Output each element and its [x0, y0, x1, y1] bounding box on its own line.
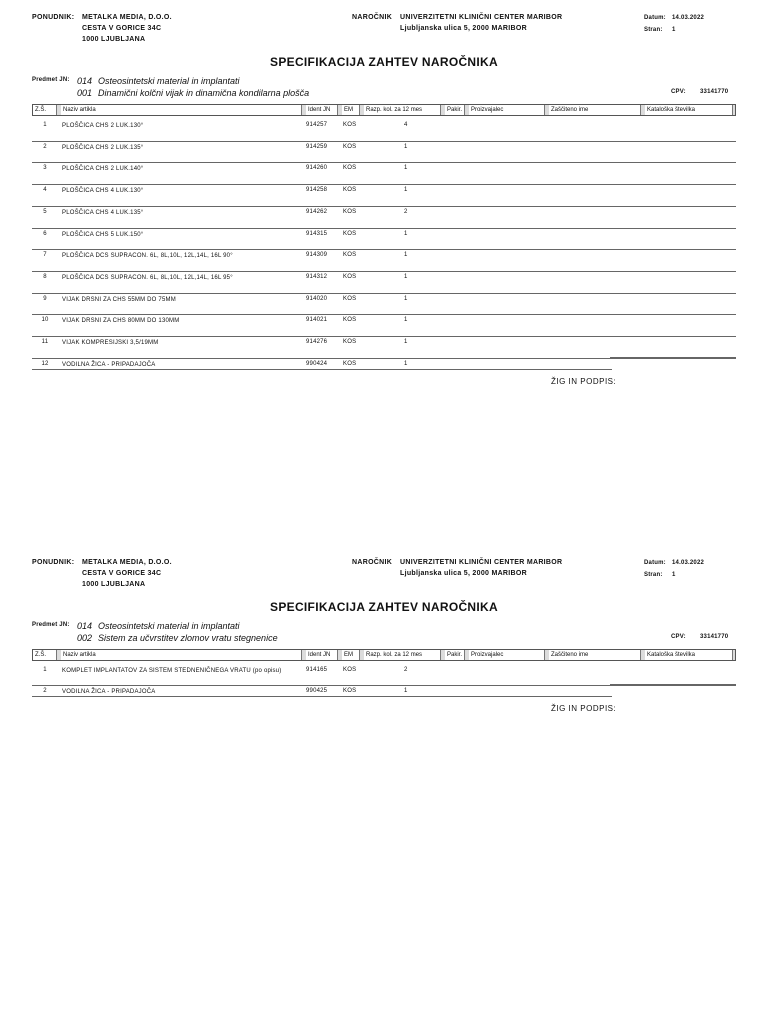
item-unit: KOS [343, 317, 357, 324]
item-ident: 914165 [306, 667, 328, 673]
item-quantity: 1 [404, 688, 408, 694]
row-number: 4 [43, 187, 47, 194]
column-header: Razp. kol. za 12 mes [364, 650, 441, 660]
table-row [32, 252, 736, 272]
table-row [32, 144, 736, 164]
column-header: Z.Š. [33, 105, 57, 115]
item-unit: KOS [343, 252, 357, 259]
cpv-label: CPV: [671, 89, 686, 95]
row-number: 1 [43, 122, 47, 128]
date-label: Datum: [644, 560, 666, 566]
item-quantity: 1 [404, 295, 408, 302]
item-quantity: 1 [404, 143, 408, 150]
date-label: Datum: [644, 15, 666, 21]
column-header: Zaščiteno ime [549, 105, 641, 115]
supplier-line: 1000 LJUBLJANA [82, 36, 146, 43]
row-number: 6 [43, 230, 47, 237]
item-name: VODILNA ŽICA - PRIPADAJOČA [62, 361, 156, 368]
cpv-label: CPV: [671, 634, 686, 640]
column-header: EM [342, 105, 360, 115]
row-divider [32, 228, 736, 229]
table-row [32, 209, 736, 229]
signature-label: ŽIG IN PODPIS: [551, 704, 617, 713]
lot-code: 002 [77, 633, 93, 643]
item-quantity: 1 [404, 230, 408, 237]
item-name: PLOŠČICA DCS SUPRACON. 6L, 8L,10L, 12L,14L, 16L 95° [62, 274, 233, 281]
item-name: VIJAK KOMPRESIJSKI 3,5/19MM [62, 340, 159, 346]
item-quantity: 1 [404, 165, 408, 172]
buyer-name: UNIVERZITETNI KLINIČNI CENTER MARIBOR [400, 14, 563, 21]
buyer-address: Ljubljanska ulica 5, 2000 MARIBOR [400, 25, 527, 32]
item-unit: KOS [343, 208, 357, 215]
item-unit: KOS [343, 360, 357, 367]
item-name: PLOŠČICA CHS 5 LUK.150° [62, 231, 144, 238]
document-title: SPECIFIKACIJA ZAHTEV NAROČNIKA [270, 600, 498, 614]
column-header: Kataloška številka [645, 650, 733, 660]
supplier-line: CESTA V GORICE 34C [82, 25, 162, 32]
subject-code: 014 [77, 621, 93, 631]
item-quantity: 1 [404, 273, 408, 280]
item-name: PLOŠČICA CHS 2 LUK.135° [62, 144, 144, 151]
row-divider [32, 184, 736, 185]
page-value: 1 [672, 572, 676, 578]
buyer-name: UNIVERZITETNI KLINIČNI CENTER MARIBOR [400, 559, 563, 566]
item-ident: 914315 [306, 230, 328, 237]
row-number: 5 [43, 208, 47, 215]
row-divider [32, 369, 612, 370]
buyer-label: NAROČNIK [352, 559, 393, 566]
column-header: Z.Š. [33, 650, 57, 660]
table-row [32, 317, 736, 337]
supplier-line: METALKA MEDIA, D.O.O. [82, 14, 172, 21]
item-unit: KOS [343, 339, 357, 345]
item-name: KOMPLET IMPLANTATOV ZA SISTEM STEDNENIČNEGA VRATU (po opisu) [62, 668, 282, 674]
item-ident: 914309 [306, 252, 328, 259]
item-unit: KOS [343, 688, 357, 694]
table-row [32, 122, 736, 142]
lot-code: 001 [77, 88, 93, 98]
table-row [32, 688, 736, 708]
row-divider [32, 293, 736, 294]
column-header: Ident JN [306, 650, 338, 660]
column-header: Razp. kol. za 12 mes [364, 105, 441, 115]
row-divider [32, 314, 736, 315]
row-divider [32, 141, 736, 142]
page-label: Stran: [644, 27, 663, 33]
table-row [32, 165, 736, 185]
row-divider [32, 336, 736, 337]
item-name: VIJAK DRSNI ZA CHS 55MM DO 75MM [62, 296, 176, 303]
column-header: Pakir. [445, 105, 465, 115]
column-header: Zaščiteno ime [549, 650, 641, 660]
lot-name: Sistem za učvrstitev zlomov vratu stegnenice [98, 633, 278, 643]
item-unit: KOS [343, 295, 357, 302]
item-quantity: 1 [404, 252, 408, 259]
table-row [32, 296, 736, 316]
table-row [32, 274, 736, 294]
page-value: 1 [672, 27, 676, 33]
subject-name: Osteosintetski material in implantati [98, 76, 240, 86]
row-divider [32, 696, 612, 697]
subject-label: Predmet JN: [32, 77, 70, 83]
item-ident: 914259 [306, 143, 328, 150]
item-quantity: 4 [404, 122, 408, 128]
item-ident: 914021 [306, 317, 328, 324]
item-unit: KOS [343, 667, 357, 673]
item-unit: KOS [343, 273, 357, 280]
item-ident: 990424 [306, 360, 328, 367]
item-ident: 914258 [306, 187, 328, 194]
buyer-label: NAROČNIK [352, 14, 393, 21]
item-ident: 914262 [306, 208, 328, 215]
row-number: 11 [41, 339, 49, 345]
supplier-line: METALKA MEDIA, D.O.O. [82, 559, 172, 566]
row-divider [610, 684, 736, 685]
item-name: PLOŠČICA CHS 4 LUK.135° [62, 209, 144, 216]
item-ident: 914276 [306, 339, 328, 345]
lot-name: Dinamični kolčni vijak in dinamična kondilarna plošča [98, 88, 310, 98]
subject-code: 014 [77, 76, 93, 86]
column-header: Naziv artikla [61, 650, 302, 660]
spec-page-2 [0, 545, 768, 875]
item-name: PLOŠČICA DCS SUPRACON. 6L, 8L,10L, 12L,14L, 16L 90° [62, 253, 233, 260]
item-quantity: 1 [404, 360, 408, 367]
row-number: 2 [43, 688, 47, 694]
row-divider [32, 249, 736, 250]
item-quantity: 2 [404, 208, 408, 215]
table-header [32, 104, 736, 116]
item-unit: KOS [343, 230, 357, 237]
table-header [32, 649, 736, 661]
column-header: Pakir. [445, 650, 465, 660]
spec-page-1 [0, 0, 768, 386]
row-number: 3 [43, 165, 47, 172]
item-name: PLOŠČICA CHS 2 LUK.140° [62, 166, 144, 173]
row-divider [32, 685, 736, 686]
column-header: Kataloška številka [645, 105, 733, 115]
table-row [32, 231, 736, 251]
subject-name: Osteosintetski material in implantati [98, 621, 240, 631]
item-quantity: 1 [404, 317, 408, 324]
date-value: 14.03.2022 [672, 560, 705, 566]
signature-label: ŽIG IN PODPIS: [551, 376, 617, 386]
supplier-label: PONUDNIK: [32, 14, 75, 21]
cpv-value: 33141770 [700, 89, 729, 95]
row-divider [610, 357, 736, 358]
row-number: 9 [43, 295, 47, 302]
column-header: Proizvajalec [469, 650, 545, 660]
row-number: 2 [43, 143, 47, 150]
page-label: Stran: [644, 572, 663, 578]
row-number: 12 [41, 360, 49, 367]
row-number: 1 [43, 667, 47, 673]
row-divider [32, 358, 736, 359]
buyer-address: Ljubljanska ulica 5, 2000 MARIBOR [400, 570, 527, 577]
item-ident: 914020 [306, 295, 328, 302]
item-unit: KOS [343, 165, 357, 172]
item-quantity: 1 [404, 339, 408, 345]
column-header: Proizvajalec [469, 105, 545, 115]
document-title: SPECIFIKACIJA ZAHTEV NAROČNIKA [270, 55, 498, 69]
row-divider [32, 271, 736, 272]
column-header: Ident JN [306, 105, 338, 115]
row-number: 7 [43, 252, 47, 259]
supplier-label: PONUDNIK: [32, 559, 75, 566]
item-ident: 990425 [306, 688, 328, 694]
column-header: Naziv artikla [61, 105, 302, 115]
cpv-value: 33141770 [700, 634, 729, 640]
item-ident: 914312 [306, 273, 328, 280]
item-name: PLOŠČICA CHS 2 LUK.130° [62, 123, 144, 129]
item-unit: KOS [343, 122, 357, 128]
row-number: 10 [41, 317, 49, 324]
item-quantity: 1 [404, 187, 408, 194]
table-row [32, 361, 736, 381]
item-unit: KOS [343, 187, 357, 194]
supplier-line: CESTA V GORICE 34C [82, 570, 162, 577]
table-row [32, 187, 736, 207]
date-value: 14.03.2022 [672, 15, 705, 21]
column-header: EM [342, 650, 360, 660]
row-divider [32, 206, 736, 207]
row-number: 8 [43, 273, 47, 280]
subject-label: Predmet JN: [32, 622, 70, 628]
item-unit: KOS [343, 143, 357, 150]
item-ident: 914257 [306, 122, 328, 128]
supplier-line: 1000 LJUBLJANA [82, 581, 146, 588]
item-name: PLOŠČICA CHS 4 LUK.130° [62, 188, 144, 195]
item-quantity: 2 [404, 667, 408, 673]
item-ident: 914260 [306, 165, 328, 172]
item-name: VODILNA ŽICA - PRIPADAJOČA [62, 689, 156, 695]
item-name: VIJAK DRSNI ZA CHS 80MM DO 130MM [62, 318, 180, 325]
row-divider [32, 162, 736, 163]
